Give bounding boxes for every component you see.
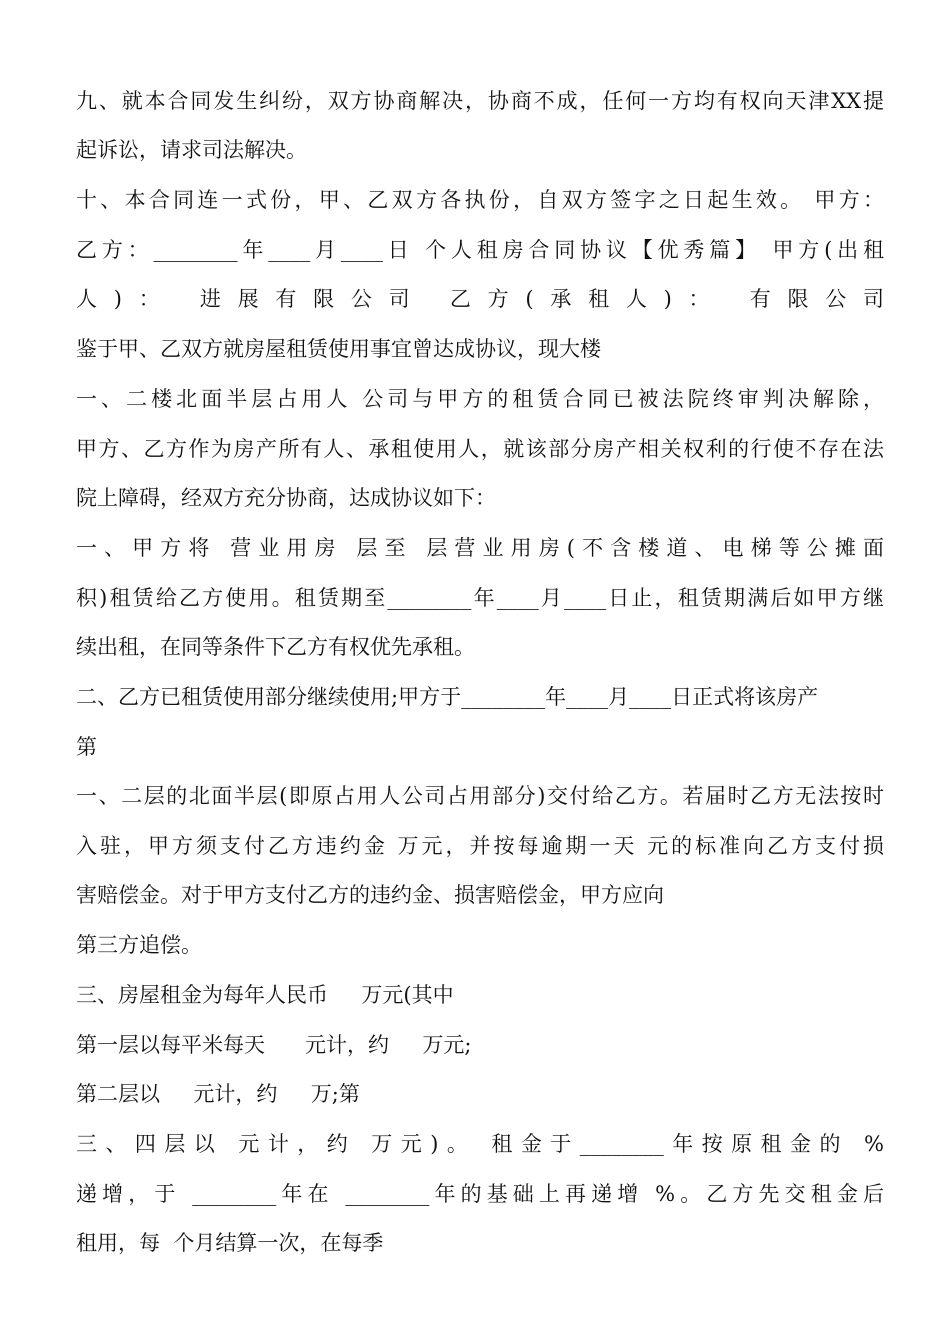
text-line: 二、乙方已租赁使用部分继续使用;甲方于________年____月____日正式将该房产 (76, 685, 819, 709)
text-line: 院上障碍，经双方充分协商，达成协议如下： (76, 486, 496, 510)
text-line: 一、二层的北面半层(即原占用人公司占用部分)交付给乙方。若届时乙方无法按时 (76, 784, 884, 808)
text-line: 鉴于甲、乙双方就房屋租赁使用事宜曾达成协议，现大楼 (76, 337, 601, 361)
text-line: 起诉讼，请求司法解决。 (76, 138, 307, 162)
text-line: 一、二楼北面半层占用人 公司与甲方的租赁合同已被法院终审判决解除， (76, 387, 884, 411)
text-line: 乙方：________年____月____日 个人租房合同协议【优秀篇】 甲方(出租 (76, 238, 884, 262)
text-line: 租用，每 个月结算一次，在每季 (76, 1231, 384, 1255)
text-line: 九、就本合同发生纠纷，双方协商解决，协商不成，任何一方均有权向天津XX提 (76, 89, 884, 113)
text-line: 十、本合同连一式份，甲、乙双方各执份，自双方签字之日起生效。 甲方： (76, 188, 884, 212)
text-line: 第二层以 元计，约 万;第 (76, 1082, 360, 1106)
text-line: 入驻，甲方须支付乙方违约金 万元，并按每逾期一天 元的标准向乙方支付损 (76, 834, 884, 858)
text-line: 一、甲方将 营业用房 层至 层营业用房(不含楼道、电梯等公摊面 (76, 536, 884, 560)
text-line: 第一层以每平米每天 元计，约 万元; (76, 1033, 472, 1057)
text-line: 积)租赁给乙方使用。租赁期至________年____月____日止，租赁期满后如甲方继 (76, 586, 884, 610)
text-line: 甲方、乙方作为房产所有人、承租使用人，就该部分房产相关权利的行使不存在法 (76, 437, 884, 461)
text-line: 三、房屋租金为每年人民币 万元(其中 (76, 983, 454, 1007)
text-line: 第 (76, 735, 97, 759)
text-line: 三、四层以 元计，约 万元)。 租金于________年按原租金的 % (76, 1132, 884, 1156)
text-line: 人)： 进展有限公司 乙方(承租人)： 有限公司 (76, 287, 884, 311)
text-line: 第三方追偿。 (76, 933, 202, 957)
text-line: 续出租，在同等条件下乙方有权优先承租。 (76, 635, 475, 659)
text-line: 害赔偿金。对于甲方支付乙方的违约金、损害赔偿金，甲方应向 (76, 883, 664, 907)
text-line: 递增，于 ________年在 ________年的基础上再递增 %。乙方先交租金后 (76, 1182, 884, 1206)
